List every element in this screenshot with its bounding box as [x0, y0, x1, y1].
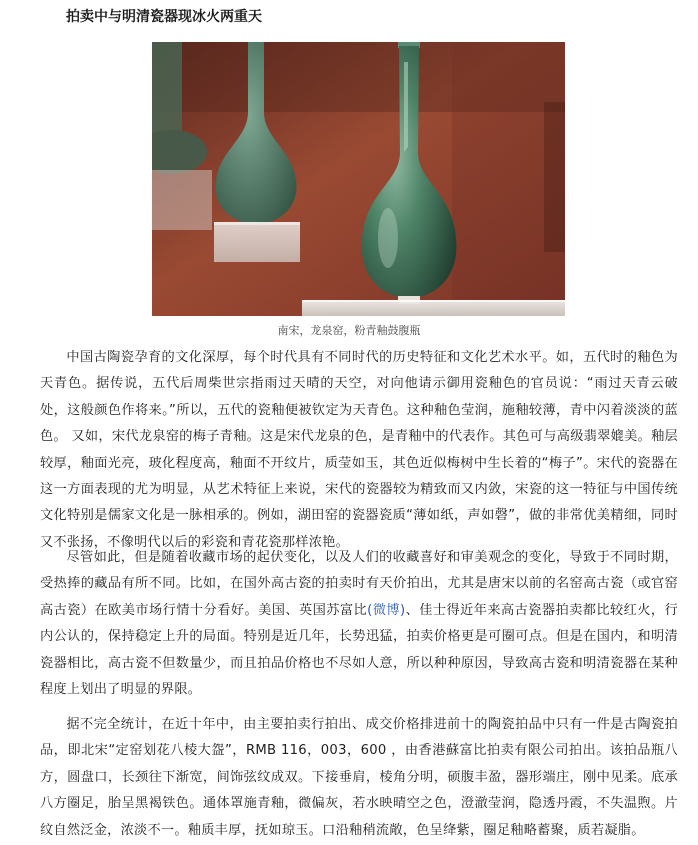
paragraph-2 [40, 545, 678, 703]
article-title: 拍卖中与明清瓷器现冰火两重天 [66, 9, 262, 25]
image-caption: 南宋，龙泉窑，粉青釉鼓腹瓶 [277, 324, 421, 337]
celadon-vase-photo [152, 42, 565, 316]
paragraph-2-text-before: 尽管如此，但是随着收藏市场的起伏变化，以及人们的收藏喜好和审美观念的变化，导致于不同时期，受热捧的藏品有所不同。比如，在国外高古瓷的拍卖时有天价拍出，尤其是唐宋以前的名窑高古瓷（或官窑高古瓷）在欧美市场行情十分看好。美国、英国苏富比 [40, 550, 678, 618]
paragraph-2-text-after: 、佳士得近年来高古瓷器拍卖都比较红火，行内公认的，保持稳定上升的局面。特别是近几年，长势迅猛，拍卖价格更是可圈可点。但是在国内，和明清瓷器相比，高古瓷不但数量少，而且拍品价格也不尽如人意，所以种种原因，导致高古瓷和明清瓷器在某种程度上划出了明显的界限。 [40, 602, 679, 698]
paragraph-1: 中国古陶瓷孕育的文化深厚，每个时代具有不同时代的历史特征和文化艺术水平。如，五代时的釉色为天青色。据传说，五代后周柴世宗指雨过天晴的天空，对向他请示御用瓷釉色的官员说：“雨过天青云破处，这般颜色作将来。”所以，五代的瓷釉便被钦定为天青色。这种釉色莹润，施釉较薄，青中闪着淡淡的蓝色。 又如，宋代龙泉窑的梅子青釉。这是宋代龙泉的色，是青釉中的代表作。其色可与高级翡翠媲美。釉层较厚，釉面光亮，玻化程度高，釉面不开纹片，质莹如玉，其色近似梅树中生长着的“梅子”。宋代的瓷器在这一方面表现的尤为明显，从艺术特征上来说，宋代的瓷器较为精致而又内敛，宋瓷的这一特征与中国传统文化特别是儒家文化是一脉相承的。例如，湖田窑的瓷器瓷质“薄如纸，声如磬”，做的非常优美精细，同时又不张扬，不像明代以后的彩瓷和青花瓷那样浓艳。 [40, 350, 678, 550]
weibo-link[interactable]: (微博) [367, 602, 406, 618]
paragraph-3: 据不完全统计，在近十年中，由主要拍卖行拍出、成交价格排进前十的陶瓷拍品中只有一件是古陶瓷拍品，即北宋“定窑划花八棱大盌”，RMB 116，003，600 ，由香港蘇富比拍卖有限公司拍出。该拍品瓶八方，圆盘口，长颈往下渐宽，间饰弦纹成双。下接垂肩，棱角分明，硕腹丰盈，器形端庄，刚中见柔。底承八方圈足，胎呈黑褐铁色。通体罩施青釉，微偏灰，若水映晴空之色，澄澈莹润，隐透丹霞，不失温煦。片纹自然泛金，浓淡不一。釉质丰厚，抚如琼玉。口沿釉稍流敞，色呈绛紫，圈足釉略蓄聚，质若凝脂。 [40, 717, 678, 838]
